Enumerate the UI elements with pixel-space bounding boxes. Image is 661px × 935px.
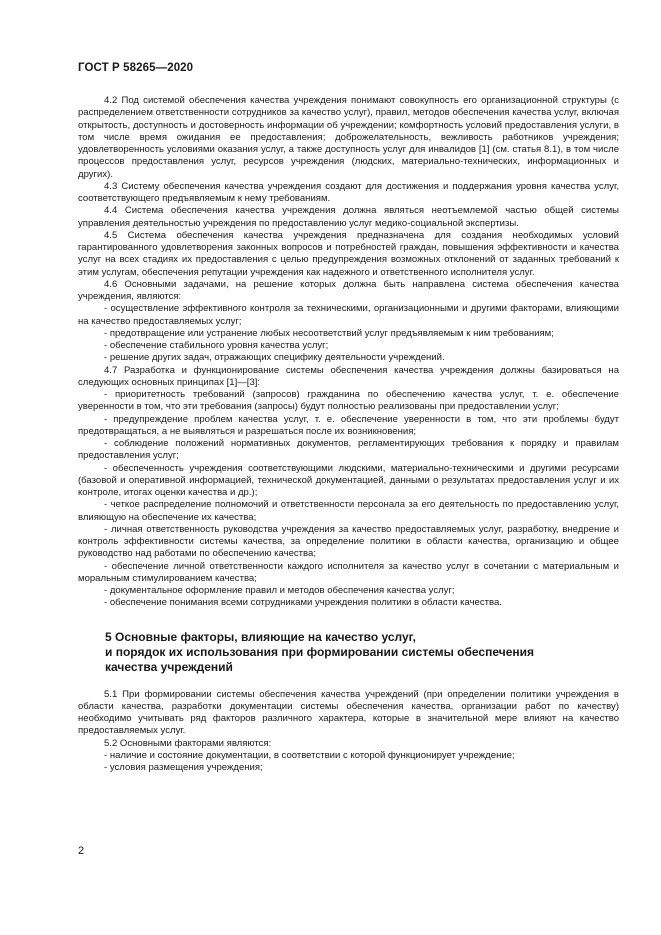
paragraph-4-2: 4.2 Под системой обеспечения качества учреждения понимают совокупность его организационной структуры (с распределением ответственности сотрудников за качество услуг), правил, методов обеспечения качества услуг, включая открытость, доступность и достоверность информации об учреждении; комфортность условий предоставления услуги, в том числе время ожидания ее предоставления; доброжелательность, вежливость работников учреждения; удовлетворенность условиями оказания услуг, а также доступность услуг для инвалидов [1] (см. статья 8.1), в том числе процессов предоставления услуг, ресурсов учреждения (людских, материально-технических, информационных и других). xyxy=(78,95,619,180)
list-item: - обеспечение понимания всеми сотрудниками учреждения политики в области качества. xyxy=(104,597,502,609)
list-item: - предотвращение или устранение любых несоответствий услуг предъявляемым к ним требованиям; xyxy=(104,327,554,339)
list-item: - условия размещения учреждения; xyxy=(104,762,263,773)
section-heading-line: качества учреждений xyxy=(105,659,233,674)
paragraph-4-4: 4.4 Система обеспечения качества учреждения должна являться неотъемлемой частью общей системы управления деятельностью учреждения по предоставлению услуг медико-социальной экспертизы. xyxy=(78,205,619,229)
list-item: - четкое распределение полномочий и ответственности персонала за его деятельность по предоставлению услуг, влияющую на обеспечение их качества; xyxy=(78,499,619,523)
section-heading-line: 5 Основные факторы, влияющие на качество услуг, xyxy=(105,629,416,644)
list-item: - наличие и состояние документации, в соответствии с которой функционирует учреждение; xyxy=(104,749,515,761)
list-item: - обеспечение личной ответственности каждого исполнителя за качество услуг в сочетании с материальным и моральным стимулированием качества; xyxy=(78,560,619,584)
list-item: - личная ответственность руководства учреждения за качество предоставляемых услуг, разработку, внедрение и контроль эффективности системы качества, за определение политики в области качества, организацию и общее руководство над работами по обеспечению качества; xyxy=(78,523,619,560)
list-item: - решение других задач, отражающих специфику деятельности учреждений. xyxy=(104,352,445,364)
list-item: - осуществление эффективного контроля за техническими, организационными и другими факторами, влияющими на качество предоставляемых услуг; xyxy=(78,303,619,327)
list-item: - предупреждение проблем качества услуг, т. е. обеспечение уверенности в том, что эти проблемы будут предотвращаться, а не выявляться и разрешаться после их возникновения; xyxy=(78,413,619,437)
section-5-heading xyxy=(105,630,619,675)
document-body xyxy=(78,95,619,774)
section-heading-line: и порядок их использования при формировании системы обеспечения xyxy=(105,644,534,659)
paragraph-5-1: 5.1 При формировании системы обеспечения качества учреждений (при определении политики учреждения в области качества, разработки документации системы обеспечения качества, организации работ по качеству) необходимо учитывать ряд факторов различного характера, которые в значительной мере влияют на качество предоставляемых услуг. xyxy=(78,688,619,737)
document-header: ГОСТ Р 58265—2020 xyxy=(78,62,194,74)
list-item: - обеспеченность учреждения соответствующими людскими, материально-техническими и другими ресурсами (базовой и оперативной информацией, технической документацией, данными о результатах предоставления услуг и их контроле, итогах оценки качества и др.); xyxy=(78,462,619,498)
list-item: - обеспечение стабильного уровня качества услуг; xyxy=(104,340,329,351)
list-item: - соблюдение положений нормативных документов, регламентирующих требования к порядку и правилам предоставления услуг; xyxy=(78,438,619,462)
paragraph-4-7: 4.7 Разработка и функционирование системы обеспечения качества учреждения должны базироваться на следующих основных принципах [1]—[3]: xyxy=(78,364,619,388)
list-item: - документальное оформление правил и методов обеспечения качества услуг; xyxy=(104,585,455,596)
paragraph-4-3: 4.3 Систему обеспечения качества учреждения создают для достижения и поддержания уровня качества услуг, соответствующего предъявляемым к нему требованиям. xyxy=(78,180,619,204)
page-number: 2 xyxy=(78,845,85,857)
paragraph-4-5: 4.5 Система обеспечения качества учреждения предназначена для создания необходимых условий гарантированного удовлетворения законных вопросов и потребностей граждан, повышения эффективности и качества услуг на всех стадиях их предоставления с целью предупреждения возможных отклонений от заданных требований к этим услугам, обеспечения репутации учреждения как надежного и ответственного исполнителя услуг. xyxy=(78,229,619,278)
list-item: - приоритетность требований (запросов) гражданина по обеспечению качества услуг, т. е. обеспечение уверенности в том, что эти требования (запросы) будут полностью реализованы при предоставлении услуг; xyxy=(78,389,619,413)
paragraph-5-2: 5.2 Основными факторами являются: xyxy=(104,737,272,749)
paragraph-4-6: 4.6 Основными задачами, на решение которых должна быть направлена система обеспечения качества учреждения, являются: xyxy=(78,278,619,302)
